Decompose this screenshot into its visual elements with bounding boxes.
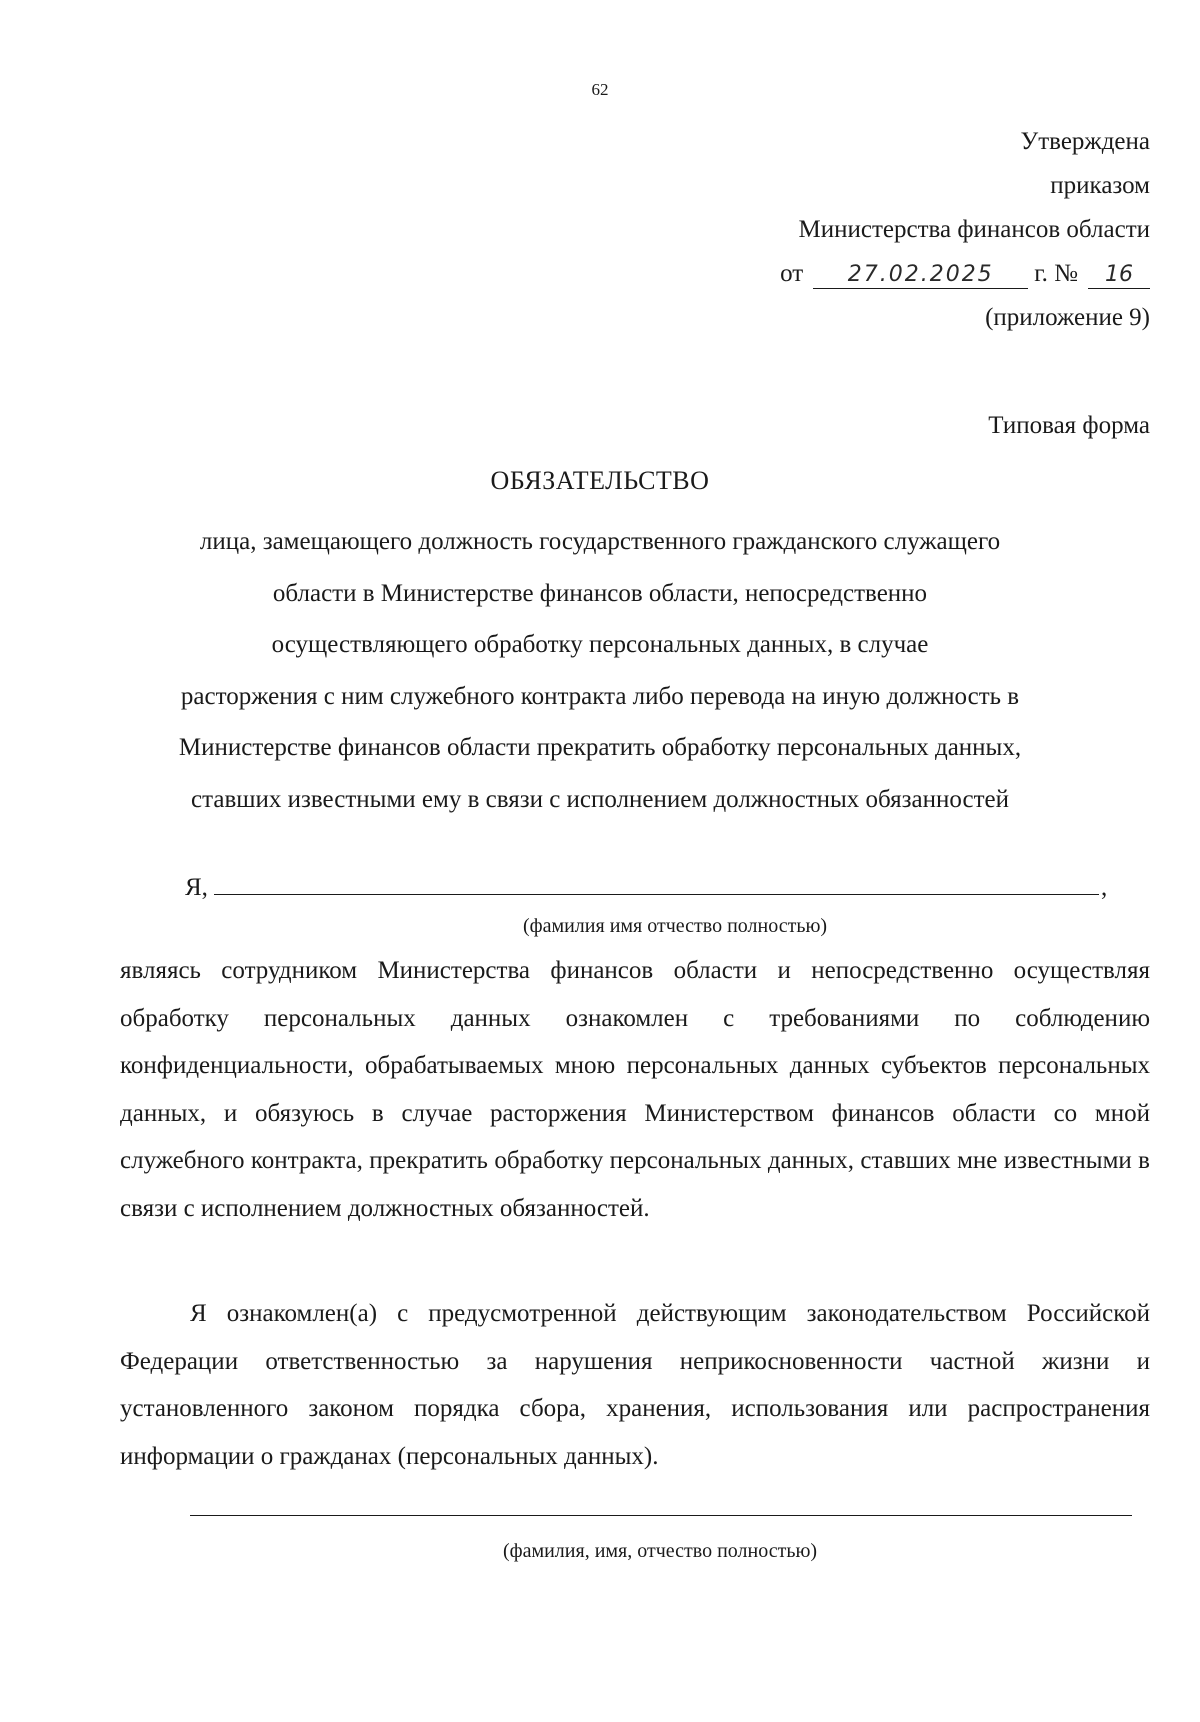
document-subtitle bbox=[60, 516, 1140, 825]
subtitle-line: осуществляющего обработку персональных данных, в случае bbox=[271, 631, 929, 658]
date-prefix: от bbox=[780, 260, 804, 287]
appendix-label: (приложение 9) bbox=[985, 304, 1150, 331]
approval-block bbox=[450, 120, 1150, 340]
signature-line bbox=[190, 1515, 1132, 1516]
signature-caption: (фамилия, имя, отчество полностью) bbox=[502, 1540, 818, 1562]
handwritten-date: 27.02.2025 bbox=[813, 262, 1028, 289]
subtitle-line: расторжения с ним служебного контракта либо перевода на иную должность в bbox=[180, 682, 1020, 710]
form-type-label: Типовая форма bbox=[988, 412, 1150, 439]
full-name-blank bbox=[214, 870, 1099, 895]
approval-date-line bbox=[450, 252, 1150, 296]
approval-line-ministry: Министерства финансов области bbox=[798, 216, 1150, 243]
declaration-prefix: Я, bbox=[185, 874, 208, 901]
number-prefix: г. № bbox=[1034, 260, 1078, 287]
document-title: ОБЯЗАТЕЛЬСТВО bbox=[490, 466, 710, 495]
full-name-caption: (фамилия имя отчество полностью) bbox=[522, 915, 828, 937]
declaration-line bbox=[185, 870, 1145, 902]
acknowledgement-paragraph: Я ознакомлен(а) с предусмотренной действующим законодательством Российской Федерации ответственностью за нарушения неприкосновенности частной жизни и установленного законом порядка сбора, хранения, использования или распространения информации о гражданах (персональных данных). bbox=[120, 1300, 1150, 1470]
page-number: 62 bbox=[591, 80, 609, 99]
obligation-paragraph: являясь сотрудником Министерства финансов области и непосредственно осуществляя обработку персональных данных ознакомлен с требованиями по соблюдению конфиденциальности, обрабатываемых мною персональных данных субъектов персональных данных, и обязуюсь в случае расторжения Министерством финансов области со мной служебного контракта, прекратить обработку персональных данных, ставших мне известными в связи с исполнением должностных обязанностей. bbox=[120, 957, 1150, 1222]
subtitle-line: лица, замещающего должность государственного гражданского служащего bbox=[199, 528, 1001, 555]
subtitle-line: ставших известными ему в связи с исполнением должностных обязанностей bbox=[191, 785, 1009, 813]
approval-line-order: приказом bbox=[1050, 172, 1150, 199]
declaration-suffix: , bbox=[1100, 874, 1108, 901]
handwritten-order-number: 16 bbox=[1088, 262, 1150, 289]
approval-line-approved: Утверждена bbox=[1020, 128, 1150, 155]
subtitle-line: Министерстве финансов области прекратить обработку персональных данных, bbox=[178, 734, 1022, 761]
subtitle-line: области в Министерстве финансов области, непосредственно bbox=[272, 579, 928, 607]
